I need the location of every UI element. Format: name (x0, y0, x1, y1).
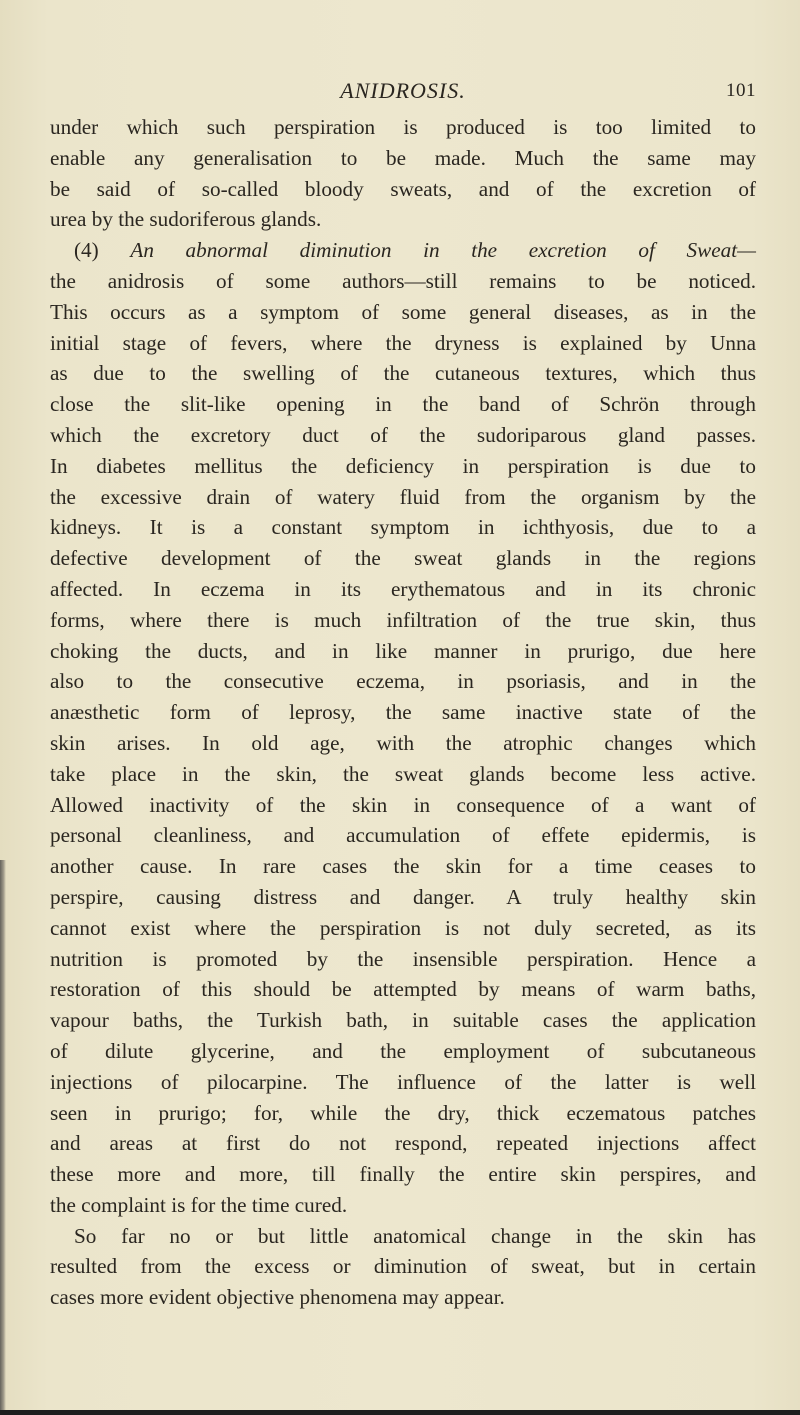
text-line: be said of so-called bloody sweats, and of the excretion of (50, 176, 756, 201)
text-line: the anidrosis of some authors—still remains to be noticed. (50, 268, 756, 293)
text-line: skin arises. In old age, with the atrophic changes which (50, 730, 756, 755)
text-line: defective development of the sweat glands in the regions (50, 546, 756, 571)
text-line: affected. In eczema in its erythematous and in its chronic (50, 576, 756, 601)
page-header (50, 78, 756, 108)
section-number: (4) (74, 238, 99, 263)
text-line: urea by the sudoriferous glands. (50, 207, 322, 232)
text-line: nutrition is promoted by the insensible perspiration. Hence a (50, 946, 756, 971)
text-line: take place in the skin, the sweat glands become less active. (50, 761, 756, 786)
text-line: kidneys. It is a constant symptom in ichthyosis, due to a (50, 515, 756, 540)
text-line: vapour baths, the Turkish bath, in suitable cases the application (50, 1008, 756, 1033)
text-line: as due to the swelling of the cutaneous textures, which thus (50, 361, 756, 386)
text-line: also to the consecutive eczema, in psoriasis, and in the (50, 669, 756, 694)
text-line: which the excretory duct of the sudoriparous gland passes. (50, 422, 756, 447)
text-line: forms, where there is much infiltration of the true skin, thus (50, 607, 756, 632)
text-line: In diabetes mellitus the deficiency in perspiration is due to (50, 453, 756, 478)
section-heading-line (50, 235, 756, 266)
scan-bottom-edge (0, 1410, 800, 1415)
text-line: perspire, causing distress and danger. A truly healthy skin (50, 884, 756, 909)
text-line: close the slit-like opening in the band of Schrön through (50, 392, 756, 417)
body-text (50, 112, 756, 1313)
text-line: these more and more, till finally the entire skin perspires, and (50, 1162, 756, 1187)
text-line: Allowed inactivity of the skin in consequence of a want of (50, 792, 756, 817)
text-line: personal cleanliness, and accumulation of effete epidermis, is (50, 823, 756, 848)
text-line: seen in prurigo; for, while the dry, thick eczematous patches (50, 1100, 756, 1125)
text-line: of dilute glycerine, and the employment of subcutaneous (50, 1038, 756, 1063)
text-line: So far no or but little anatomical change in the skin has (74, 1223, 756, 1248)
text-line: cases more evident objective phenomena may appear. (50, 1285, 505, 1310)
text-line: under which such perspiration is produced is too limited to (50, 115, 756, 139)
running-head: ANIDROSIS. (340, 78, 466, 103)
text-line: and areas at first do not respond, repeated injections affect (50, 1131, 756, 1156)
text-line: cannot exist where the perspiration is not duly secreted, as its (50, 915, 756, 940)
text-line: restoration of this should be attempted by means of warm baths, (50, 977, 756, 1002)
page-number: 101 (726, 80, 756, 101)
section-title: An abnormal diminution in the excretion of Sweat— (130, 238, 756, 263)
text-line: enable any generalisation to be made. Much the same may (50, 145, 756, 170)
text-line: the excessive drain of watery fluid from the organism by the (50, 484, 756, 509)
text-line: choking the ducts, and in like manner in prurigo, due here (50, 638, 756, 663)
text-line: anæsthetic form of leprosy, the same inactive state of the (50, 700, 756, 725)
text-line: This occurs as a symptom of some general diseases, as in the (50, 299, 756, 324)
text-line: another cause. In rare cases the skin for a time ceases to (50, 854, 756, 879)
text-line: resulted from the excess or diminution of sweat, but in certain (50, 1254, 756, 1279)
page-edge-shadow (0, 860, 6, 1415)
text-line: injections of pilocarpine. The influence of the latter is well (50, 1069, 756, 1094)
text-line: initial stage of fevers, where the dryness is explained by Unna (50, 330, 756, 355)
text-line: the complaint is for the time cured. (50, 1192, 348, 1217)
